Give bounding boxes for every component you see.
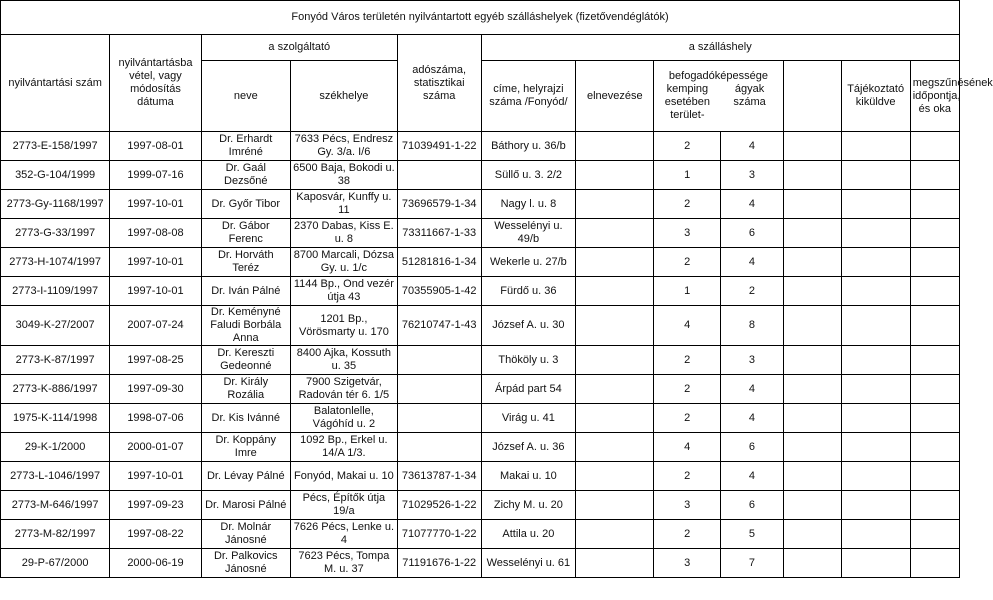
lodging-name-cell bbox=[576, 433, 654, 462]
reg-no-cell: 2773-K-886/1997 bbox=[1, 375, 110, 404]
provider-seat-cell: 6500 Baja, Bokodi u. 38 bbox=[290, 161, 397, 190]
provider-seat-cell: 7633 Pécs, Endresz Gy. 3/a. I/6 bbox=[290, 132, 397, 161]
header-lodging-name: elnevezése bbox=[576, 61, 654, 132]
provider-seat-cell: 8700 Marcali, Dózsa Gy. u. 1/c bbox=[290, 248, 397, 277]
lodging-name-cell bbox=[576, 277, 654, 306]
beds-cell: 4 bbox=[721, 462, 783, 491]
extra-cell bbox=[783, 491, 841, 520]
beds-cell: 6 bbox=[721, 219, 783, 248]
extra-cell bbox=[783, 219, 841, 248]
beds-cell: 4 bbox=[721, 375, 783, 404]
termination-cell bbox=[910, 520, 959, 549]
address-cell: József A. u. 36 bbox=[481, 433, 576, 462]
termination-cell bbox=[910, 219, 959, 248]
beds-cell: 6 bbox=[721, 491, 783, 520]
tax-number-cell bbox=[397, 404, 481, 433]
group-provider: a szolgáltató bbox=[201, 35, 397, 61]
address-cell: Makai u. 10 bbox=[481, 462, 576, 491]
reg-no-cell: 1975-K-114/1998 bbox=[1, 404, 110, 433]
lodging-name-cell bbox=[576, 404, 654, 433]
tax-number-cell: 76210747-1-43 bbox=[397, 306, 481, 346]
rooms-cell: 4 bbox=[654, 433, 721, 462]
extra-cell bbox=[783, 404, 841, 433]
extra-cell bbox=[783, 277, 841, 306]
beds-cell: 3 bbox=[721, 346, 783, 375]
reg-date-cell: 1997-08-01 bbox=[110, 132, 201, 161]
tax-number-cell bbox=[397, 433, 481, 462]
reg-date-cell: 1997-08-08 bbox=[110, 219, 201, 248]
provider-name-cell: Dr. Király Rozália bbox=[201, 375, 290, 404]
provider-name-cell: Dr. Gaál Dezsőné bbox=[201, 161, 290, 190]
rooms-cell: 3 bbox=[654, 219, 721, 248]
reg-no-cell: 2773-E-158/1997 bbox=[1, 132, 110, 161]
address-cell: Zichy M. u. 20 bbox=[481, 491, 576, 520]
rooms-cell: 2 bbox=[654, 404, 721, 433]
header-info: Tájékoztató kiküldve bbox=[841, 61, 910, 132]
reg-no-cell: 29-P-67/2000 bbox=[1, 549, 110, 578]
extra-cell bbox=[783, 462, 841, 491]
address-cell: Nagy l. u. 8 bbox=[481, 190, 576, 219]
tax-number-cell: 70355905-1-42 bbox=[397, 277, 481, 306]
table-row bbox=[1, 462, 960, 491]
provider-name-cell: Dr. Gábor Ferenc bbox=[201, 219, 290, 248]
lodging-name-cell bbox=[576, 520, 654, 549]
extra-cell bbox=[783, 375, 841, 404]
reg-date-cell: 1997-09-23 bbox=[110, 491, 201, 520]
header-reg-date: nyilvántartásba vétel, vagy módosítás dátuma bbox=[110, 35, 201, 132]
termination-cell bbox=[910, 190, 959, 219]
beds-cell: 6 bbox=[721, 433, 783, 462]
reg-date-cell: 1997-10-01 bbox=[110, 190, 201, 219]
provider-seat-cell: 7900 Szigetvár, Radován tér 6. 1/5 bbox=[290, 375, 397, 404]
termination-cell bbox=[910, 549, 959, 578]
beds-cell: 7 bbox=[721, 549, 783, 578]
table-row bbox=[1, 248, 960, 277]
table-row bbox=[1, 346, 960, 375]
reg-date-cell: 1997-10-01 bbox=[110, 248, 201, 277]
provider-seat-cell: 1092 Bp., Erkel u. 14/A 1/3. bbox=[290, 433, 397, 462]
info-sent-cell bbox=[841, 346, 910, 375]
termination-cell bbox=[910, 433, 959, 462]
address-cell: Árpád part 54 bbox=[481, 375, 576, 404]
address-cell: Wekerle u. 27/b bbox=[481, 248, 576, 277]
lodging-name-cell bbox=[576, 375, 654, 404]
address-cell: Wesselényi u. 49/b bbox=[481, 219, 576, 248]
rooms-cell: 2 bbox=[654, 132, 721, 161]
reg-no-cell: 2773-K-87/1997 bbox=[1, 346, 110, 375]
rooms-cell: 2 bbox=[654, 520, 721, 549]
rooms-cell: 1 bbox=[654, 161, 721, 190]
info-sent-cell bbox=[841, 433, 910, 462]
reg-date-cell: 2000-06-19 bbox=[110, 549, 201, 578]
reg-date-cell: 1999-07-16 bbox=[110, 161, 201, 190]
table-row bbox=[1, 520, 960, 549]
address-cell: Süllő u. 3. 2/2 bbox=[481, 161, 576, 190]
beds-cell: 4 bbox=[721, 190, 783, 219]
extra-cell bbox=[783, 161, 841, 190]
reg-no-cell: 2773-H-1074/1997 bbox=[1, 248, 110, 277]
reg-date-cell: 1997-10-01 bbox=[110, 462, 201, 491]
info-sent-cell bbox=[841, 462, 910, 491]
beds-cell: 3 bbox=[721, 161, 783, 190]
termination-cell bbox=[910, 346, 959, 375]
lodging-name-cell bbox=[576, 248, 654, 277]
rooms-cell: 3 bbox=[654, 549, 721, 578]
rooms-cell: 1 bbox=[654, 277, 721, 306]
header-reg-no: nyilvántartási szám bbox=[1, 35, 110, 132]
table-row bbox=[1, 491, 960, 520]
provider-name-cell: Dr. Kis Ivánné bbox=[201, 404, 290, 433]
termination-cell bbox=[910, 277, 959, 306]
provider-seat-cell: 7623 Pécs, Tompa M. u. 37 bbox=[290, 549, 397, 578]
info-sent-cell bbox=[841, 306, 910, 346]
info-sent-cell bbox=[841, 520, 910, 549]
provider-seat-cell: 1201 Bp., Vörösmarty u. 170 bbox=[290, 306, 397, 346]
lodging-name-cell bbox=[576, 132, 654, 161]
lodging-name-cell bbox=[576, 491, 654, 520]
info-sent-cell bbox=[841, 277, 910, 306]
extra-cell bbox=[783, 190, 841, 219]
provider-name-cell: Dr. Horváth Teréz bbox=[201, 248, 290, 277]
reg-no-cell: 2773-I-1109/1997 bbox=[1, 277, 110, 306]
lodging-name-cell bbox=[576, 306, 654, 346]
table-row bbox=[1, 190, 960, 219]
beds-cell: 5 bbox=[721, 520, 783, 549]
provider-seat-cell: Fonyód, Makai u. 10 bbox=[290, 462, 397, 491]
provider-name-cell: Dr. Kereszti Gedeonné bbox=[201, 346, 290, 375]
provider-seat-cell: Balatonlelle, Vágóhíd u. 2 bbox=[290, 404, 397, 433]
header-blank bbox=[783, 61, 841, 132]
rooms-cell: 2 bbox=[654, 190, 721, 219]
address-cell: József A. u. 30 bbox=[481, 306, 576, 346]
extra-cell bbox=[783, 132, 841, 161]
extra-cell bbox=[783, 306, 841, 346]
tax-number-cell bbox=[397, 161, 481, 190]
provider-seat-cell: 8400 Ajka, Kossuth u. 35 bbox=[290, 346, 397, 375]
rooms-cell: 2 bbox=[654, 248, 721, 277]
termination-cell bbox=[910, 161, 959, 190]
tax-number-cell: 71029526-1-22 bbox=[397, 491, 481, 520]
reg-date-cell: 1998-07-06 bbox=[110, 404, 201, 433]
info-sent-cell bbox=[841, 404, 910, 433]
header-beds: ágyak száma bbox=[733, 83, 766, 108]
termination-cell bbox=[910, 462, 959, 491]
extra-cell bbox=[783, 346, 841, 375]
table-row bbox=[1, 277, 960, 306]
extra-cell bbox=[783, 520, 841, 549]
lodging-name-cell bbox=[576, 161, 654, 190]
reg-date-cell: 2000-01-07 bbox=[110, 433, 201, 462]
group-lodging: a szálláshely bbox=[481, 35, 960, 61]
info-sent-cell bbox=[841, 491, 910, 520]
info-sent-cell bbox=[841, 161, 910, 190]
extra-cell bbox=[783, 549, 841, 578]
table-title: Fonyód Város területén nyilvántartott egyéb szálláshelyek (fizetővendéglátók) bbox=[1, 1, 960, 35]
table-row bbox=[1, 433, 960, 462]
tax-number-cell bbox=[397, 346, 481, 375]
termination-cell bbox=[910, 375, 959, 404]
lodging-name-cell bbox=[576, 190, 654, 219]
reg-date-cell: 1997-08-22 bbox=[110, 520, 201, 549]
provider-name-cell: Dr. Iván Pálné bbox=[201, 277, 290, 306]
tax-number-cell: 51281816-1-34 bbox=[397, 248, 481, 277]
table-row bbox=[1, 375, 960, 404]
address-cell: Attila u. 20 bbox=[481, 520, 576, 549]
provider-name-cell: Dr. Palkovics Jánosné bbox=[201, 549, 290, 578]
table-row bbox=[1, 404, 960, 433]
address-cell: Virág u. 41 bbox=[481, 404, 576, 433]
header-address: címe, helyrajzi száma /Fonyód/ bbox=[481, 61, 576, 132]
lodging-name-cell bbox=[576, 219, 654, 248]
header-end: megszűnésének időpontja, és oka bbox=[910, 61, 959, 132]
info-sent-cell bbox=[841, 549, 910, 578]
address-cell: Thököly u. 3 bbox=[481, 346, 576, 375]
rooms-cell: 3 bbox=[654, 491, 721, 520]
reg-no-cell: 2773-G-33/1997 bbox=[1, 219, 110, 248]
table-row bbox=[1, 306, 960, 346]
tax-number-cell: 71077770-1-22 bbox=[397, 520, 481, 549]
info-sent-cell bbox=[841, 190, 910, 219]
termination-cell bbox=[910, 132, 959, 161]
table-row bbox=[1, 132, 960, 161]
info-sent-cell bbox=[841, 375, 910, 404]
reg-no-cell: 3049-K-27/2007 bbox=[1, 306, 110, 346]
rooms-cell: 2 bbox=[654, 346, 721, 375]
provider-name-cell: Dr. Koppány Imre bbox=[201, 433, 290, 462]
rooms-cell: 4 bbox=[654, 306, 721, 346]
beds-cell: 4 bbox=[721, 132, 783, 161]
reg-date-cell: 2007-07-24 bbox=[110, 306, 201, 346]
reg-date-cell: 1997-09-30 bbox=[110, 375, 201, 404]
provider-name-cell: Dr. Lévay Pálné bbox=[201, 462, 290, 491]
termination-cell bbox=[910, 404, 959, 433]
address-cell: Wesselényi u. 61 bbox=[481, 549, 576, 578]
provider-name-cell: Dr. Keményné Faludi Borbála Anna bbox=[201, 306, 290, 346]
provider-name-cell: Dr. Molnár Jánosné bbox=[201, 520, 290, 549]
header-seat: székhelye bbox=[290, 61, 397, 132]
extra-cell bbox=[783, 433, 841, 462]
provider-seat-cell: 1144 Bp., Ond vezér útja 43 bbox=[290, 277, 397, 306]
beds-cell: 4 bbox=[721, 248, 783, 277]
tax-number-cell bbox=[397, 375, 481, 404]
termination-cell bbox=[910, 306, 959, 346]
info-sent-cell bbox=[841, 132, 910, 161]
table-row bbox=[1, 219, 960, 248]
lodging-name-cell bbox=[576, 549, 654, 578]
table-row bbox=[1, 549, 960, 578]
reg-no-cell: 352-G-104/1999 bbox=[1, 161, 110, 190]
reg-date-cell: 1997-08-25 bbox=[110, 346, 201, 375]
termination-cell bbox=[910, 491, 959, 520]
address-cell: Báthory u. 36/b bbox=[481, 132, 576, 161]
reg-date-cell: 1997-10-01 bbox=[110, 277, 201, 306]
provider-seat-cell: 2370 Dabas, Kiss E. u. 8 bbox=[290, 219, 397, 248]
termination-cell bbox=[910, 248, 959, 277]
lodging-name-cell bbox=[576, 346, 654, 375]
beds-cell: 4 bbox=[721, 404, 783, 433]
address-cell: Fürdő u. 36 bbox=[481, 277, 576, 306]
table-row bbox=[1, 161, 960, 190]
rooms-cell: 2 bbox=[654, 375, 721, 404]
info-sent-cell bbox=[841, 248, 910, 277]
provider-seat-cell: Pécs, Építők útja 19/a bbox=[290, 491, 397, 520]
provider-name-cell: Dr. Marosi Pálné bbox=[201, 491, 290, 520]
header-name: neve bbox=[201, 61, 290, 132]
header-tax: adószáma, statisztikai száma bbox=[397, 35, 481, 132]
beds-cell: 2 bbox=[721, 277, 783, 306]
reg-no-cell: 2773-M-646/1997 bbox=[1, 491, 110, 520]
tax-number-cell: 73613787-1-34 bbox=[397, 462, 481, 491]
rooms-cell: 2 bbox=[654, 462, 721, 491]
reg-no-cell: 2773-M-82/1997 bbox=[1, 520, 110, 549]
provider-seat-cell: 7626 Pécs, Lenke u. 4 bbox=[290, 520, 397, 549]
info-sent-cell bbox=[841, 219, 910, 248]
header-capacity bbox=[654, 61, 783, 132]
tax-number-cell: 73311667-1-33 bbox=[397, 219, 481, 248]
reg-no-cell: 2773-L-1046/1997 bbox=[1, 462, 110, 491]
provider-seat-cell: Kaposvár, Kunffy u. 11 bbox=[290, 190, 397, 219]
provider-name-cell: Dr. Erhardt Imréné bbox=[201, 132, 290, 161]
tax-number-cell: 73696579-1-34 bbox=[397, 190, 481, 219]
reg-no-cell: 29-K-1/2000 bbox=[1, 433, 110, 462]
tax-number-cell: 71191676-1-22 bbox=[397, 549, 481, 578]
tax-number-cell: 71039491-1-22 bbox=[397, 132, 481, 161]
extra-cell bbox=[783, 248, 841, 277]
provider-name-cell: Dr. Győr Tibor bbox=[201, 190, 290, 219]
header-capacity-label: befogadóképessége bbox=[668, 70, 768, 82]
lodging-name-cell bbox=[576, 462, 654, 491]
beds-cell: 8 bbox=[721, 306, 783, 346]
header-capacity-sub: kemping esetében terület- bbox=[664, 83, 710, 121]
reg-no-cell: 2773-Gy-1168/1997 bbox=[1, 190, 110, 219]
